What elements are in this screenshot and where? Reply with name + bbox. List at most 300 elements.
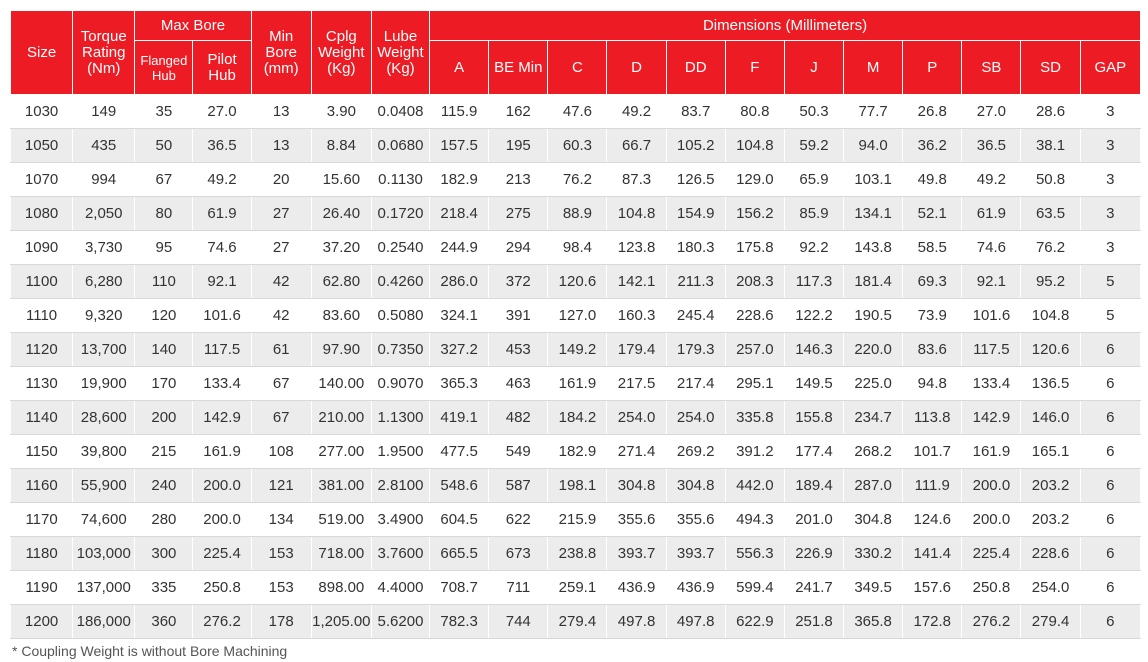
cell-p: 113.8: [903, 401, 962, 435]
cell-be-min: 482: [489, 401, 548, 435]
cell-min-bore: 13: [251, 95, 311, 129]
cell-pilot-hub: 225.4: [193, 537, 251, 571]
cell-flanged-hub: 215: [135, 435, 193, 469]
cell-size: 1150: [11, 435, 73, 469]
cell-c: 279.4: [548, 605, 607, 639]
cell-size: 1110: [11, 299, 73, 333]
cell-j: 241.7: [784, 571, 843, 605]
cell-cplg-weight: 3.90: [311, 95, 371, 129]
cell-d: 304.8: [607, 469, 666, 503]
cell-f: 335.8: [725, 401, 784, 435]
cell-a: 218.4: [430, 197, 489, 231]
table-row: [11, 265, 1141, 299]
cell-dd: 269.2: [666, 435, 725, 469]
cell-lube-weight: 0.4260: [371, 265, 429, 299]
cell-c: 184.2: [548, 401, 607, 435]
cell-j: 201.0: [784, 503, 843, 537]
cell-sd: 50.8: [1021, 163, 1080, 197]
cell-d: 436.9: [607, 571, 666, 605]
cell-f: 80.8: [725, 95, 784, 129]
cell-size: 1200: [11, 605, 73, 639]
cell-be-min: 673: [489, 537, 548, 571]
cell-size: 1030: [11, 95, 73, 129]
cell-torque-rating: 6,280: [73, 265, 135, 299]
cell-c: 127.0: [548, 299, 607, 333]
cell-sb: 74.6: [962, 231, 1021, 265]
table-row: [11, 401, 1141, 435]
table-row: [11, 231, 1141, 265]
cell-cplg-weight: 37.20: [311, 231, 371, 265]
cell-gap: 3: [1080, 231, 1140, 265]
cell-j: 146.3: [784, 333, 843, 367]
cell-p: 172.8: [903, 605, 962, 639]
cell-pilot-hub: 74.6: [193, 231, 251, 265]
cell-be-min: 294: [489, 231, 548, 265]
cell-torque-rating: 149: [73, 95, 135, 129]
cell-sd: 203.2: [1021, 503, 1080, 537]
cell-min-bore: 61: [251, 333, 311, 367]
cell-j: 85.9: [784, 197, 843, 231]
cell-f: 442.0: [725, 469, 784, 503]
cell-be-min: 453: [489, 333, 548, 367]
cell-size: 1180: [11, 537, 73, 571]
cell-d: 271.4: [607, 435, 666, 469]
cell-size: 1160: [11, 469, 73, 503]
cell-gap: 6: [1080, 367, 1140, 401]
cell-m: 349.5: [844, 571, 903, 605]
cell-p: 49.8: [903, 163, 962, 197]
cell-dd: 211.3: [666, 265, 725, 299]
cell-j: 155.8: [784, 401, 843, 435]
cell-m: 220.0: [844, 333, 903, 367]
table-row: [11, 503, 1141, 537]
col-header-pilot-hub: Pilot Hub: [193, 41, 251, 95]
cell-cplg-weight: 210.00: [311, 401, 371, 435]
cell-gap: 6: [1080, 503, 1140, 537]
cell-m: 304.8: [844, 503, 903, 537]
cell-be-min: 275: [489, 197, 548, 231]
cell-sb: 142.9: [962, 401, 1021, 435]
cell-sb: 61.9: [962, 197, 1021, 231]
cell-pilot-hub: 200.0: [193, 469, 251, 503]
col-header-sb: SB: [962, 41, 1021, 95]
col-header-sd: SD: [1021, 41, 1080, 95]
table-row: [11, 333, 1141, 367]
cell-cplg-weight: 15.60: [311, 163, 371, 197]
cell-d: 123.8: [607, 231, 666, 265]
col-header-gap: GAP: [1080, 41, 1140, 95]
cell-flanged-hub: 360: [135, 605, 193, 639]
col-header-dd: DD: [666, 41, 725, 95]
cell-p: 157.6: [903, 571, 962, 605]
cell-flanged-hub: 300: [135, 537, 193, 571]
cell-gap: 6: [1080, 571, 1140, 605]
cell-cplg-weight: 718.00: [311, 537, 371, 571]
cell-f: 129.0: [725, 163, 784, 197]
cell-j: 177.4: [784, 435, 843, 469]
cell-p: 124.6: [903, 503, 962, 537]
table-body: [11, 95, 1141, 639]
cell-pilot-hub: 161.9: [193, 435, 251, 469]
cell-c: 198.1: [548, 469, 607, 503]
cell-torque-rating: 9,320: [73, 299, 135, 333]
cell-cplg-weight: 519.00: [311, 503, 371, 537]
cell-m: 268.2: [844, 435, 903, 469]
cell-lube-weight: 2.8100: [371, 469, 429, 503]
cell-sd: 203.2: [1021, 469, 1080, 503]
cell-size: 1070: [11, 163, 73, 197]
cell-gap: 3: [1080, 95, 1140, 129]
cell-f: 175.8: [725, 231, 784, 265]
cell-sd: 228.6: [1021, 537, 1080, 571]
cell-min-bore: 42: [251, 299, 311, 333]
col-header-j: J: [784, 41, 843, 95]
cell-min-bore: 67: [251, 401, 311, 435]
cell-lube-weight: 0.0408: [371, 95, 429, 129]
cell-lube-weight: 1.9500: [371, 435, 429, 469]
cell-be-min: 372: [489, 265, 548, 299]
table-row: [11, 435, 1141, 469]
cell-size: 1170: [11, 503, 73, 537]
cell-d: 49.2: [607, 95, 666, 129]
table-row: [11, 299, 1141, 333]
cell-min-bore: 108: [251, 435, 311, 469]
cell-d: 217.5: [607, 367, 666, 401]
cell-c: 76.2: [548, 163, 607, 197]
cell-min-bore: 27: [251, 197, 311, 231]
cell-lube-weight: 3.7600: [371, 537, 429, 571]
cell-sd: 63.5: [1021, 197, 1080, 231]
cell-a: 182.9: [430, 163, 489, 197]
col-header-m: M: [844, 41, 903, 95]
cell-d: 393.7: [607, 537, 666, 571]
cell-p: 52.1: [903, 197, 962, 231]
cell-gap: 6: [1080, 469, 1140, 503]
cell-lube-weight: 4.4000: [371, 571, 429, 605]
cell-lube-weight: 0.7350: [371, 333, 429, 367]
cell-f: 622.9: [725, 605, 784, 639]
cell-a: 286.0: [430, 265, 489, 299]
cell-cplg-weight: 97.90: [311, 333, 371, 367]
cell-sb: 250.8: [962, 571, 1021, 605]
cell-j: 251.8: [784, 605, 843, 639]
cell-a: 324.1: [430, 299, 489, 333]
cell-pilot-hub: 200.0: [193, 503, 251, 537]
cell-p: 83.6: [903, 333, 962, 367]
cell-m: 134.1: [844, 197, 903, 231]
cell-min-bore: 20: [251, 163, 311, 197]
cell-gap: 3: [1080, 197, 1140, 231]
col-group-dimensions: Dimensions (Millimeters): [430, 11, 1141, 41]
cell-flanged-hub: 50: [135, 129, 193, 163]
cell-lube-weight: 3.4900: [371, 503, 429, 537]
cell-pilot-hub: 276.2: [193, 605, 251, 639]
cell-p: 111.9: [903, 469, 962, 503]
cell-be-min: 711: [489, 571, 548, 605]
cell-c: 238.8: [548, 537, 607, 571]
cell-torque-rating: 55,900: [73, 469, 135, 503]
cell-j: 189.4: [784, 469, 843, 503]
cell-min-bore: 153: [251, 537, 311, 571]
cell-j: 149.5: [784, 367, 843, 401]
cell-sb: 92.1: [962, 265, 1021, 299]
cell-m: 365.8: [844, 605, 903, 639]
cell-c: 120.6: [548, 265, 607, 299]
cell-c: 47.6: [548, 95, 607, 129]
cell-pilot-hub: 250.8: [193, 571, 251, 605]
cell-c: 88.9: [548, 197, 607, 231]
cell-a: 782.3: [430, 605, 489, 639]
col-header-flanged-hub: Flanged Hub: [135, 41, 193, 95]
cell-c: 60.3: [548, 129, 607, 163]
cell-min-bore: 178: [251, 605, 311, 639]
cell-d: 104.8: [607, 197, 666, 231]
cell-dd: 180.3: [666, 231, 725, 265]
cell-c: 98.4: [548, 231, 607, 265]
cell-torque-rating: 13,700: [73, 333, 135, 367]
cell-cplg-weight: 62.80: [311, 265, 371, 299]
cell-cplg-weight: 1,205.00: [311, 605, 371, 639]
cell-f: 228.6: [725, 299, 784, 333]
cell-size: 1050: [11, 129, 73, 163]
cell-flanged-hub: 280: [135, 503, 193, 537]
cell-a: 365.3: [430, 367, 489, 401]
col-header-min-bore: Min Bore (mm): [251, 11, 311, 95]
cell-torque-rating: 3,730: [73, 231, 135, 265]
cell-sd: 104.8: [1021, 299, 1080, 333]
cell-p: 94.8: [903, 367, 962, 401]
cell-torque-rating: 435: [73, 129, 135, 163]
cell-be-min: 391: [489, 299, 548, 333]
cell-sb: 225.4: [962, 537, 1021, 571]
cell-be-min: 195: [489, 129, 548, 163]
cell-f: 391.2: [725, 435, 784, 469]
cell-sd: 165.1: [1021, 435, 1080, 469]
cell-cplg-weight: 83.60: [311, 299, 371, 333]
cell-f: 494.3: [725, 503, 784, 537]
table-row: [11, 537, 1141, 571]
cell-be-min: 587: [489, 469, 548, 503]
cell-p: 141.4: [903, 537, 962, 571]
cell-dd: 179.3: [666, 333, 725, 367]
cell-flanged-hub: 95: [135, 231, 193, 265]
cell-flanged-hub: 335: [135, 571, 193, 605]
cell-m: 94.0: [844, 129, 903, 163]
table-row: [11, 129, 1141, 163]
table-header: [11, 11, 1141, 95]
cell-dd: 154.9: [666, 197, 725, 231]
col-header-be-min: BE Min: [489, 41, 548, 95]
cell-sb: 200.0: [962, 469, 1021, 503]
col-header-c: C: [548, 41, 607, 95]
cell-flanged-hub: 35: [135, 95, 193, 129]
cell-f: 257.0: [725, 333, 784, 367]
col-header-a: A: [430, 41, 489, 95]
cell-f: 208.3: [725, 265, 784, 299]
cell-torque-rating: 137,000: [73, 571, 135, 605]
cell-dd: 126.5: [666, 163, 725, 197]
col-header-d: D: [607, 41, 666, 95]
cell-torque-rating: 186,000: [73, 605, 135, 639]
cell-be-min: 463: [489, 367, 548, 401]
cell-dd: 497.8: [666, 605, 725, 639]
col-header-cplg-weight: Cplg Weight (Kg): [311, 11, 371, 95]
cell-j: 122.2: [784, 299, 843, 333]
cell-a: 708.7: [430, 571, 489, 605]
cell-be-min: 744: [489, 605, 548, 639]
cell-m: 225.0: [844, 367, 903, 401]
cell-dd: 83.7: [666, 95, 725, 129]
cell-j: 117.3: [784, 265, 843, 299]
cell-dd: 217.4: [666, 367, 725, 401]
cell-sb: 133.4: [962, 367, 1021, 401]
table-row: [11, 571, 1141, 605]
cell-gap: 6: [1080, 401, 1140, 435]
cell-be-min: 549: [489, 435, 548, 469]
cell-pilot-hub: 101.6: [193, 299, 251, 333]
cell-torque-rating: 2,050: [73, 197, 135, 231]
cell-dd: 245.4: [666, 299, 725, 333]
cell-d: 142.1: [607, 265, 666, 299]
cell-pilot-hub: 117.5: [193, 333, 251, 367]
cell-c: 149.2: [548, 333, 607, 367]
cell-m: 103.1: [844, 163, 903, 197]
cell-pilot-hub: 92.1: [193, 265, 251, 299]
footnote: * Coupling Weight is without Bore Machining: [12, 643, 288, 659]
table-row: [11, 469, 1141, 503]
cell-c: 259.1: [548, 571, 607, 605]
cell-size: 1140: [11, 401, 73, 435]
cell-flanged-hub: 120: [135, 299, 193, 333]
cell-min-bore: 27: [251, 231, 311, 265]
cell-j: 50.3: [784, 95, 843, 129]
cell-a: 477.5: [430, 435, 489, 469]
cell-a: 419.1: [430, 401, 489, 435]
cell-min-bore: 121: [251, 469, 311, 503]
cell-lube-weight: 0.5080: [371, 299, 429, 333]
cell-sd: 76.2: [1021, 231, 1080, 265]
cell-sd: 136.5: [1021, 367, 1080, 401]
cell-pilot-hub: 133.4: [193, 367, 251, 401]
cell-c: 215.9: [548, 503, 607, 537]
cell-cplg-weight: 277.00: [311, 435, 371, 469]
cell-cplg-weight: 26.40: [311, 197, 371, 231]
cell-d: 179.4: [607, 333, 666, 367]
cell-gap: 6: [1080, 333, 1140, 367]
cell-dd: 304.8: [666, 469, 725, 503]
cell-pilot-hub: 61.9: [193, 197, 251, 231]
col-header-f: F: [725, 41, 784, 95]
cell-a: 327.2: [430, 333, 489, 367]
cell-a: 244.9: [430, 231, 489, 265]
cell-cplg-weight: 140.00: [311, 367, 371, 401]
table-row: [11, 95, 1141, 129]
cell-cplg-weight: 381.00: [311, 469, 371, 503]
cell-p: 69.3: [903, 265, 962, 299]
cell-pilot-hub: 36.5: [193, 129, 251, 163]
cell-sb: 161.9: [962, 435, 1021, 469]
cell-p: 73.9: [903, 299, 962, 333]
cell-sb: 200.0: [962, 503, 1021, 537]
cell-m: 143.8: [844, 231, 903, 265]
cell-d: 87.3: [607, 163, 666, 197]
cell-gap: 6: [1080, 435, 1140, 469]
cell-lube-weight: 0.9070: [371, 367, 429, 401]
cell-flanged-hub: 110: [135, 265, 193, 299]
cell-sd: 279.4: [1021, 605, 1080, 639]
cell-dd: 105.2: [666, 129, 725, 163]
cell-sd: 254.0: [1021, 571, 1080, 605]
cell-dd: 254.0: [666, 401, 725, 435]
cell-pilot-hub: 27.0: [193, 95, 251, 129]
cell-gap: 5: [1080, 299, 1140, 333]
cell-flanged-hub: 67: [135, 163, 193, 197]
cell-j: 226.9: [784, 537, 843, 571]
cell-j: 59.2: [784, 129, 843, 163]
cell-min-bore: 42: [251, 265, 311, 299]
cell-gap: 5: [1080, 265, 1140, 299]
cell-lube-weight: 1.1300: [371, 401, 429, 435]
cell-flanged-hub: 80: [135, 197, 193, 231]
cell-be-min: 213: [489, 163, 548, 197]
cell-size: 1080: [11, 197, 73, 231]
cell-be-min: 162: [489, 95, 548, 129]
cell-c: 161.9: [548, 367, 607, 401]
cell-j: 92.2: [784, 231, 843, 265]
cell-min-bore: 153: [251, 571, 311, 605]
table-row: [11, 367, 1141, 401]
cell-lube-weight: 0.2540: [371, 231, 429, 265]
col-header-size: Size: [11, 11, 73, 95]
cell-sb: 36.5: [962, 129, 1021, 163]
cell-d: 160.3: [607, 299, 666, 333]
cell-m: 234.7: [844, 401, 903, 435]
cell-lube-weight: 5.6200: [371, 605, 429, 639]
cell-cplg-weight: 898.00: [311, 571, 371, 605]
cell-lube-weight: 0.0680: [371, 129, 429, 163]
cell-a: 157.5: [430, 129, 489, 163]
cell-dd: 393.7: [666, 537, 725, 571]
cell-m: 181.4: [844, 265, 903, 299]
cell-gap: 6: [1080, 605, 1140, 639]
cell-c: 182.9: [548, 435, 607, 469]
cell-sd: 146.0: [1021, 401, 1080, 435]
cell-min-bore: 67: [251, 367, 311, 401]
cell-dd: 436.9: [666, 571, 725, 605]
cell-f: 156.2: [725, 197, 784, 231]
cell-flanged-hub: 140: [135, 333, 193, 367]
cell-gap: 3: [1080, 163, 1140, 197]
cell-min-bore: 134: [251, 503, 311, 537]
cell-flanged-hub: 170: [135, 367, 193, 401]
table-row: [11, 163, 1141, 197]
cell-cplg-weight: 8.84: [311, 129, 371, 163]
cell-m: 287.0: [844, 469, 903, 503]
cell-torque-rating: 103,000: [73, 537, 135, 571]
col-header-torque-rating: Torque Rating (Nm): [73, 11, 135, 95]
cell-d: 497.8: [607, 605, 666, 639]
cell-sb: 101.6: [962, 299, 1021, 333]
cell-m: 330.2: [844, 537, 903, 571]
cell-be-min: 622: [489, 503, 548, 537]
col-header-lube-weight: Lube Weight (Kg): [371, 11, 429, 95]
cell-torque-rating: 994: [73, 163, 135, 197]
cell-d: 355.6: [607, 503, 666, 537]
cell-p: 36.2: [903, 129, 962, 163]
cell-flanged-hub: 240: [135, 469, 193, 503]
cell-lube-weight: 0.1720: [371, 197, 429, 231]
cell-size: 1130: [11, 367, 73, 401]
